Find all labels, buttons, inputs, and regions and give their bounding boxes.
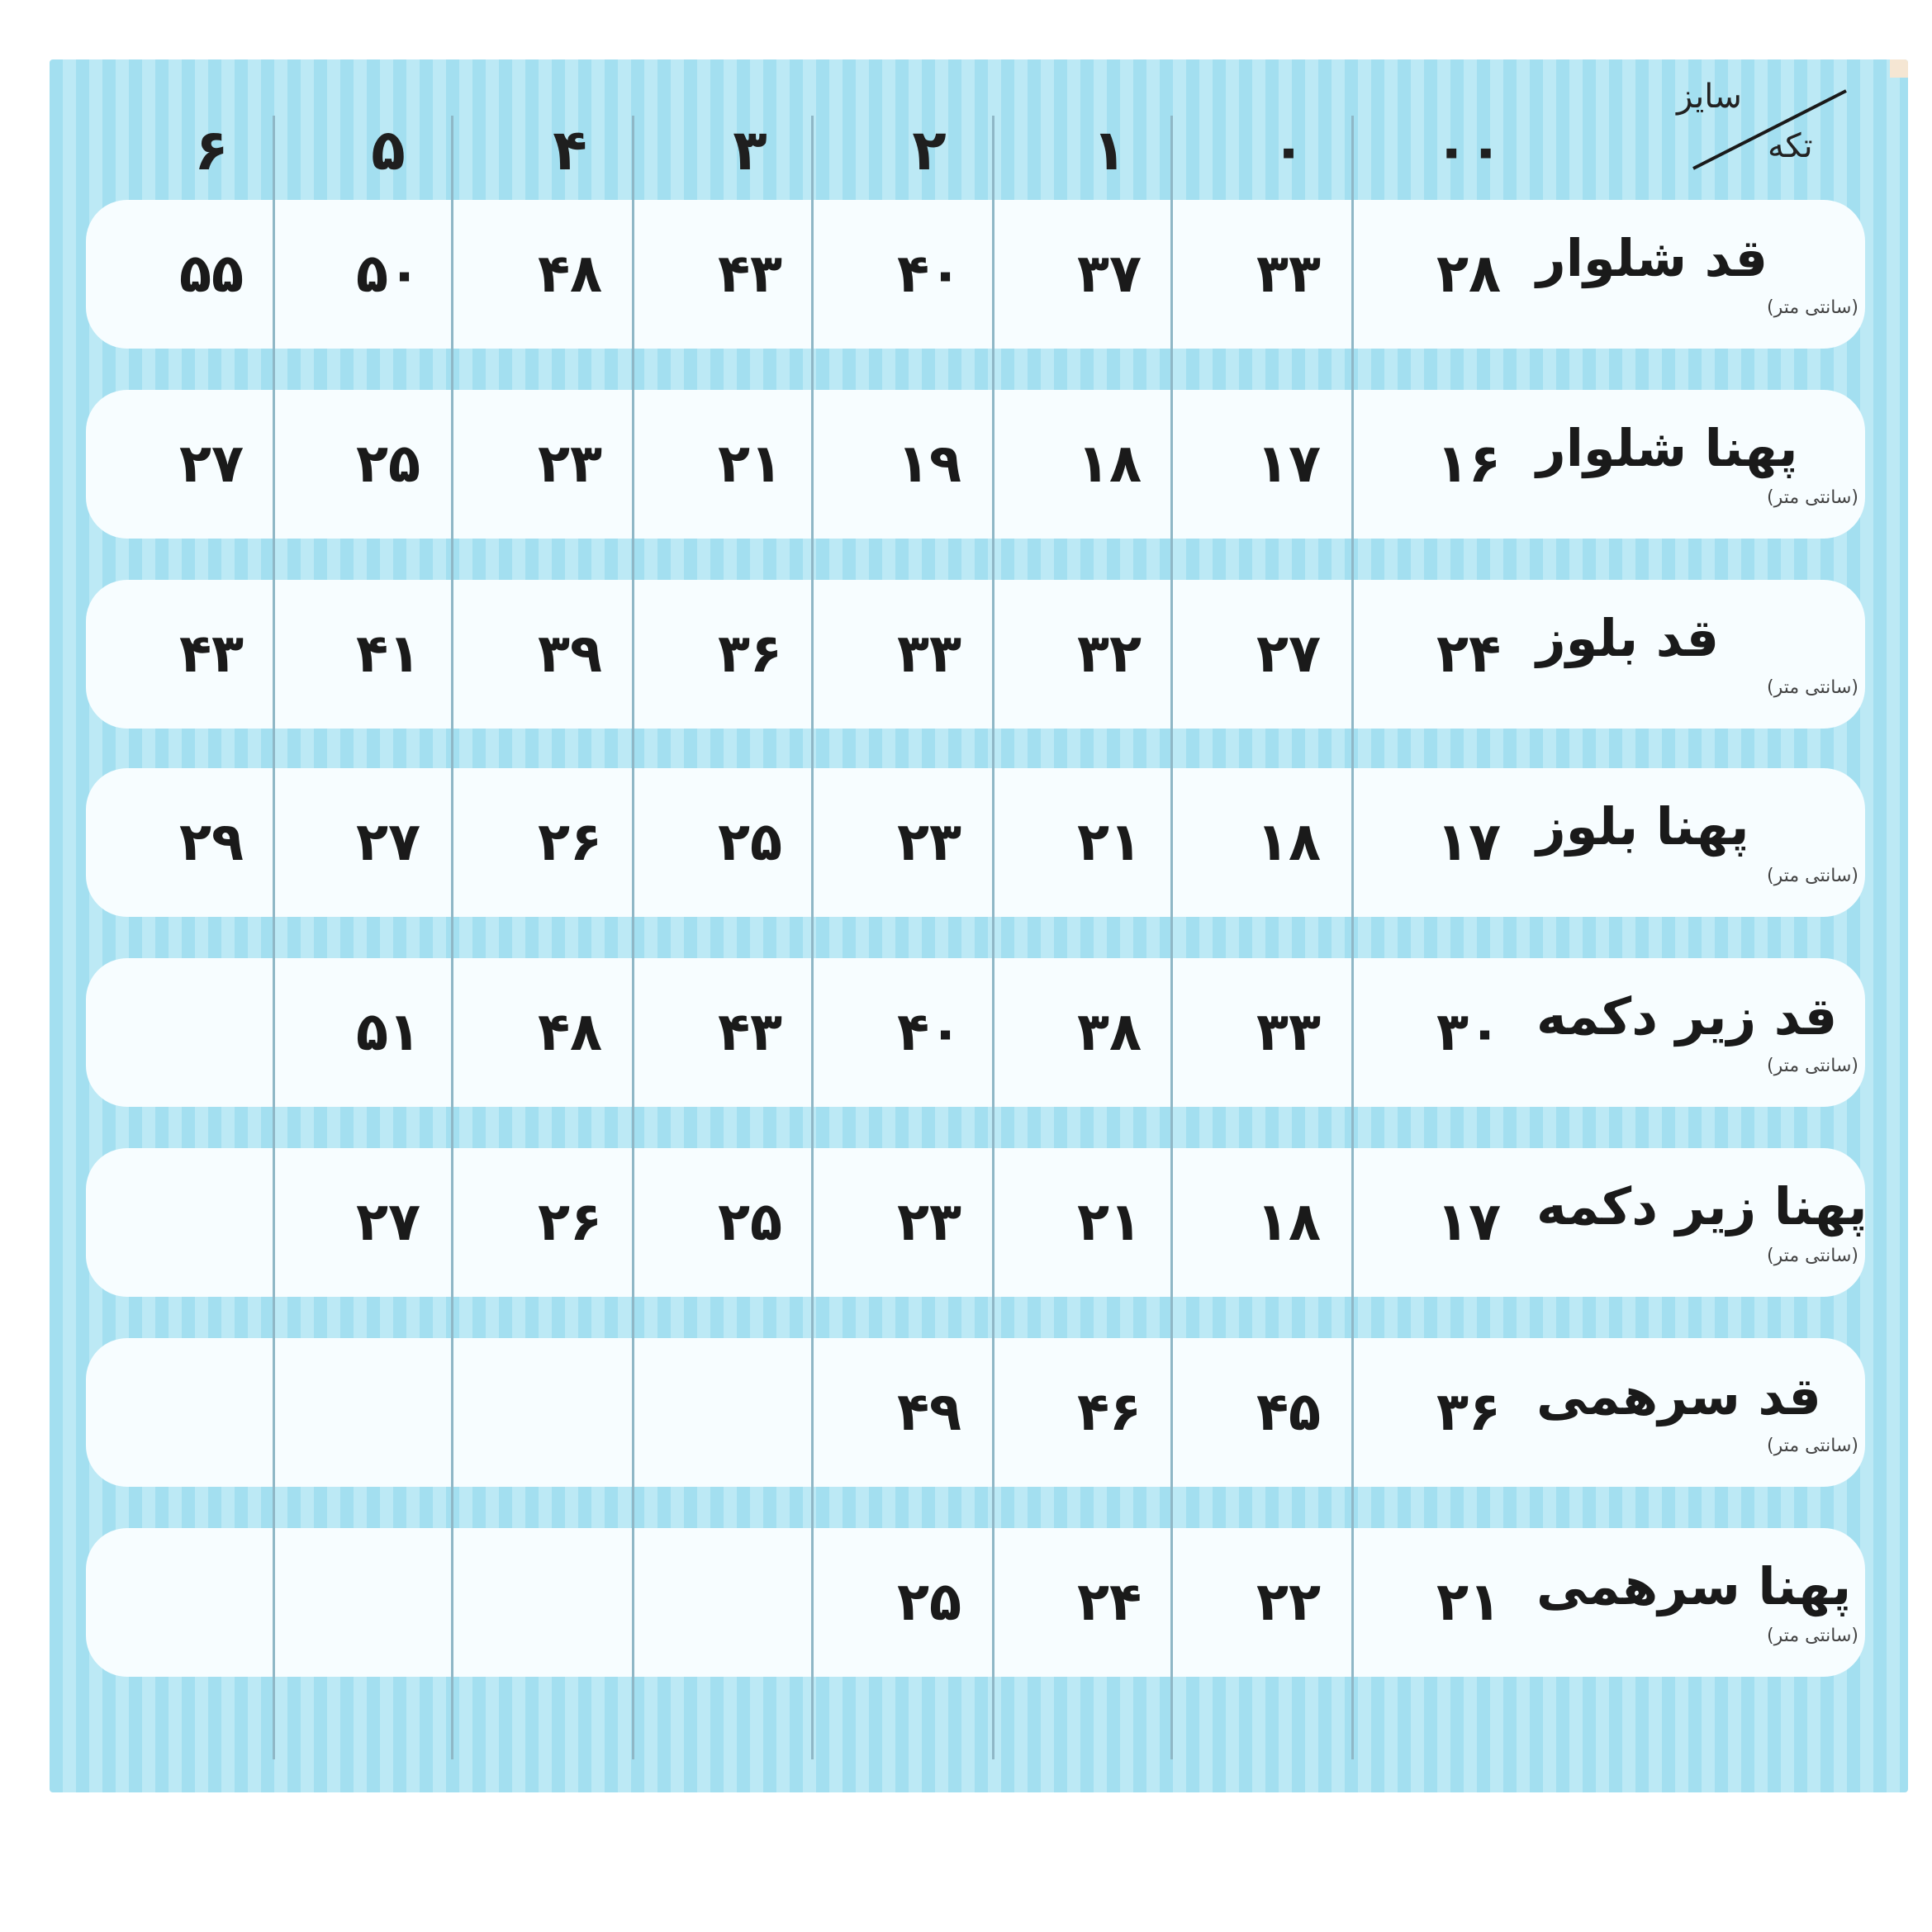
row-label: قد سرهمی — [1536, 1365, 1821, 1426]
table-cell: ۴۳ — [717, 244, 783, 305]
table-cell: ۴۸ — [537, 1002, 603, 1063]
table-cell: ۲۷ — [1256, 624, 1322, 685]
table-cell: ۳۲ — [1076, 624, 1142, 685]
table-cell: ۳۰ — [1436, 1002, 1502, 1063]
table-cell: ۴۵ — [1256, 1382, 1322, 1443]
row-label: پهنا شلوار — [1536, 417, 1798, 478]
column-divider — [632, 116, 634, 1759]
table-cell: ۵۵ — [178, 244, 244, 305]
table-row — [86, 1148, 1868, 1297]
table-cell: ۳۷ — [1076, 244, 1142, 305]
table-cell: ۲۸ — [1436, 244, 1502, 305]
row-label: قد زیر دکمه — [1536, 985, 1838, 1047]
table-cell: ۳۶ — [1436, 1382, 1502, 1443]
size-label: سایز — [1677, 78, 1742, 116]
table-cell: ۲۷ — [355, 1192, 421, 1253]
table-cell — [322, 1528, 454, 1677]
table-cell: ۱۶ — [1436, 434, 1502, 495]
size-header-7: ۶ — [194, 117, 229, 183]
table-cell: ۳۸ — [1076, 1002, 1142, 1063]
table-cell — [145, 1148, 278, 1297]
table-cell: ۳۳ — [1256, 1002, 1322, 1063]
row-unit: (سانتی متر) — [1767, 297, 1858, 318]
size-chart — [50, 59, 1908, 1792]
table-cell: ۲۲ — [1256, 1572, 1322, 1633]
column-divider — [811, 116, 814, 1759]
row-unit: (سانتی متر) — [1767, 1056, 1858, 1076]
table-cell: ۱۷ — [1436, 1192, 1502, 1253]
table-cell: ۲۵ — [717, 812, 783, 873]
table-cell: ۲۵ — [717, 1192, 783, 1253]
table-row — [86, 580, 1865, 729]
table-cell: ۲۳ — [896, 812, 962, 873]
table-cell: ۴۹ — [896, 1382, 962, 1443]
table-cell: ۲۴ — [1436, 624, 1502, 685]
table-cell: ۵۰ — [355, 244, 421, 305]
table-cell — [684, 1338, 816, 1487]
size-header-2: ۱ — [1092, 117, 1127, 183]
table-row — [86, 200, 1865, 349]
table-cell: ۱۸ — [1076, 434, 1142, 495]
row-unit: (سانتی متر) — [1767, 677, 1858, 698]
table-cell: ۲۷ — [178, 434, 244, 495]
size-header-1: ۰ — [1271, 117, 1306, 183]
table-cell: ۱۷ — [1256, 434, 1322, 495]
table-cell: ۲۶ — [537, 1192, 603, 1253]
table-cell: ۲۶ — [537, 812, 603, 873]
table-cell: ۴۶ — [1076, 1382, 1142, 1443]
table-row — [86, 958, 1865, 1107]
diagonal-divider — [1627, 71, 1875, 195]
table-cell: ۲۴ — [1076, 1572, 1142, 1633]
size-header-6: ۵ — [371, 117, 406, 183]
column-divider — [451, 116, 453, 1759]
row-label: قد شلوار — [1536, 227, 1768, 288]
table-row — [86, 768, 1865, 917]
row-label: قد بلوز — [1536, 607, 1720, 668]
table-row — [86, 1528, 1865, 1677]
table-cell: ۲۱ — [717, 434, 783, 495]
table-cell: ۲۷ — [355, 812, 421, 873]
column-divider — [1170, 116, 1173, 1759]
row-label: پهنا زیر دکمه — [1536, 1175, 1868, 1237]
size-header-0: ۰۰ — [1434, 117, 1503, 183]
table-cell — [145, 1528, 278, 1677]
table-cell: ۵۱ — [355, 1002, 421, 1063]
table-cell: ۲۳ — [896, 1192, 962, 1253]
table-cell — [145, 1338, 278, 1487]
column-divider — [273, 116, 275, 1759]
table-cell: ۳۶ — [717, 624, 783, 685]
row-unit: (سانتی متر) — [1767, 1246, 1858, 1266]
column-divider — [992, 116, 994, 1759]
row-unit: (سانتی متر) — [1767, 487, 1858, 508]
table-cell: ۱۹ — [896, 434, 962, 495]
table-cell — [504, 1528, 636, 1677]
table-cell — [322, 1338, 454, 1487]
size-header-5: ۴ — [553, 117, 587, 183]
size-header-3: ۲ — [912, 117, 947, 183]
row-label: پهنا بلوز — [1536, 795, 1749, 857]
table-cell: ۲۵ — [896, 1572, 962, 1633]
table-cell: ۱۷ — [1436, 812, 1502, 873]
table-row — [86, 390, 1865, 539]
table-cell — [684, 1528, 816, 1677]
row-label: پهنا سرهمی — [1536, 1555, 1852, 1616]
table-cell: ۲۹ — [178, 812, 244, 873]
table-cell: ۱۸ — [1256, 812, 1322, 873]
table-cell: ۲۱ — [1436, 1572, 1502, 1633]
table-cell: ۱۸ — [1256, 1192, 1322, 1253]
table-row — [86, 1338, 1865, 1487]
table-cell: ۳۳ — [1256, 244, 1322, 305]
table-cell: ۴۳ — [178, 624, 244, 685]
corner-header — [1627, 71, 1875, 195]
column-divider — [1351, 116, 1354, 1759]
row-unit: (سانتی متر) — [1767, 1626, 1858, 1646]
row-unit: (سانتی متر) — [1767, 1436, 1858, 1456]
piece-label: تکه — [1768, 127, 1813, 165]
table-cell — [145, 958, 278, 1107]
table-cell: ۳۳ — [896, 624, 962, 685]
table-cell: ۳۹ — [537, 624, 603, 685]
table-cell: ۴۸ — [537, 244, 603, 305]
table-cell: ۴۱ — [355, 624, 421, 685]
table-cell: ۲۵ — [355, 434, 421, 495]
table-cell: ۴۰ — [896, 1002, 962, 1063]
row-unit: (سانتی متر) — [1767, 866, 1858, 886]
table-cell: ۴۰ — [896, 244, 962, 305]
table-cell: ۲۱ — [1076, 812, 1142, 873]
size-header-4: ۳ — [733, 117, 767, 183]
table-cell: ۴۳ — [717, 1002, 783, 1063]
table-cell: ۲۳ — [537, 434, 603, 495]
table-cell — [504, 1338, 636, 1487]
table-cell: ۲۱ — [1076, 1192, 1142, 1253]
